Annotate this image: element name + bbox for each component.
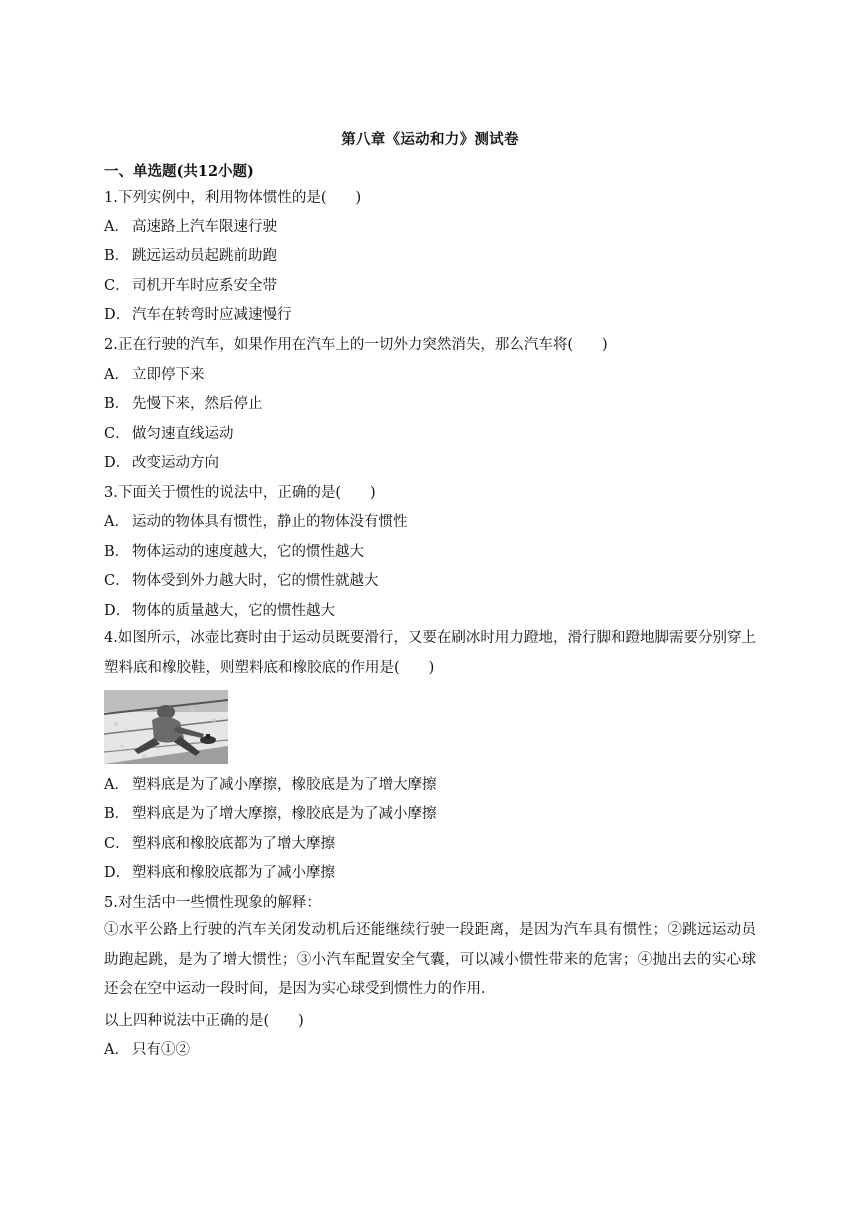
option-text: 司机开车时应系安全带 (132, 278, 277, 294)
option-text: 物体受到外力越大时，它的惯性就越大 (132, 573, 379, 589)
question-2-option-a (104, 364, 205, 386)
option-letter: C． (104, 278, 130, 294)
option-text: 先慢下来，然后停止 (132, 396, 263, 412)
option-letter: A． (104, 514, 129, 530)
option-text: 运动的物体具有惯性，静止的物体没有惯性 (132, 514, 408, 530)
option-letter: B． (104, 396, 130, 412)
option-text: 汽车在转弯时应减速慢行 (132, 307, 292, 323)
question-4-option-a (104, 774, 437, 796)
question-2-option-b (104, 393, 263, 415)
option-letter: A． (104, 1042, 129, 1058)
question-5-option-a (104, 1039, 190, 1061)
option-letter: D． (104, 307, 131, 323)
question-3-stem: 3.下面关于惯性的说法中，正确的是( ) (104, 485, 376, 501)
page-title: 第八章《运动和力》测试卷 (341, 131, 519, 148)
curling-photo (104, 690, 228, 764)
question-1-stem: 1.下列实例中，利用物体惯性的是( ) (104, 190, 362, 206)
option-letter: D． (104, 865, 131, 881)
question-4-option-c (104, 833, 335, 855)
question-4-option-d (104, 862, 335, 884)
option-text: 只有①② (132, 1042, 190, 1058)
option-letter: D． (104, 603, 131, 619)
option-letter: B． (104, 806, 130, 822)
option-letter: A． (104, 367, 129, 383)
option-text: 物体运动的速度越大，它的惯性越大 (132, 544, 364, 560)
option-text: 塑料底和橡胶底都为了增大摩擦 (132, 836, 335, 852)
option-letter: D． (104, 455, 131, 471)
question-2-option-c (104, 423, 234, 445)
question-1-option-c (104, 275, 277, 297)
question-4-option-b (104, 803, 437, 825)
question-5-prompt: 以上四种说法中正确的是( ) (104, 1013, 304, 1029)
question-3-option-a (104, 511, 408, 533)
option-text: 做匀速直线运动 (132, 426, 234, 442)
option-letter: A． (104, 777, 129, 793)
option-text: 塑料底是为了减小摩擦，橡胶底是为了增大摩擦 (132, 777, 437, 793)
option-text: 高速路上汽车限速行驶 (132, 219, 277, 235)
option-letter: C． (104, 426, 130, 442)
option-text: 塑料底是为了增大摩擦，橡胶底是为了减小摩擦 (132, 806, 437, 822)
option-text: 物体的质量越大，它的惯性越大 (132, 603, 335, 619)
section-heading: 一、单选题(共12小题) (104, 163, 254, 180)
option-letter: B． (104, 248, 130, 264)
curling-athlete-image (104, 690, 228, 764)
option-text: 改变运动方向 (132, 455, 219, 471)
option-letter: C． (104, 573, 130, 589)
option-letter: B． (104, 544, 130, 560)
question-2-stem: 2.正在行驶的汽车，如果作用在汽车上的一切外力突然消失，那么汽车将( ) (104, 337, 608, 353)
question-1-option-b (104, 245, 277, 267)
question-5-stem: 5.对生活中一些惯性现象的解释： (104, 895, 321, 911)
question-2-option-d (104, 452, 219, 474)
question-3-option-b (104, 541, 364, 563)
question-5-statements: ①水平公路上行驶的汽车关闭发动机后还能继续行驶一段距离，是因为汽车具有惯性；②跳远运动员助跑起跳，是为了增大惯性；③小汽车配置安全气囊，可以减小惯性带来的危害；④抛出去的实心球还会在空中运动一段时间，是因为实心球受到惯性力的作用． (104, 922, 756, 997)
question-3-option-c (104, 570, 379, 592)
question-4-stem: 4.如图所示，冰壶比赛时由于运动员既要滑行，又要在刷冰时用力蹬地，滑行脚和蹬地脚需要分别穿上塑料底和橡胶鞋，则塑料底和橡胶底的作用是( ) (104, 630, 756, 676)
question-3-option-d (104, 600, 335, 622)
option-text: 跳远运动员起跳前助跑 (132, 248, 277, 264)
option-text: 塑料底和橡胶底都为了减小摩擦 (132, 865, 335, 881)
question-1-option-d (104, 304, 292, 326)
option-letter: A． (104, 219, 129, 235)
option-text: 立即停下来 (132, 367, 205, 383)
question-1-option-a (104, 216, 277, 238)
option-letter: C． (104, 836, 130, 852)
